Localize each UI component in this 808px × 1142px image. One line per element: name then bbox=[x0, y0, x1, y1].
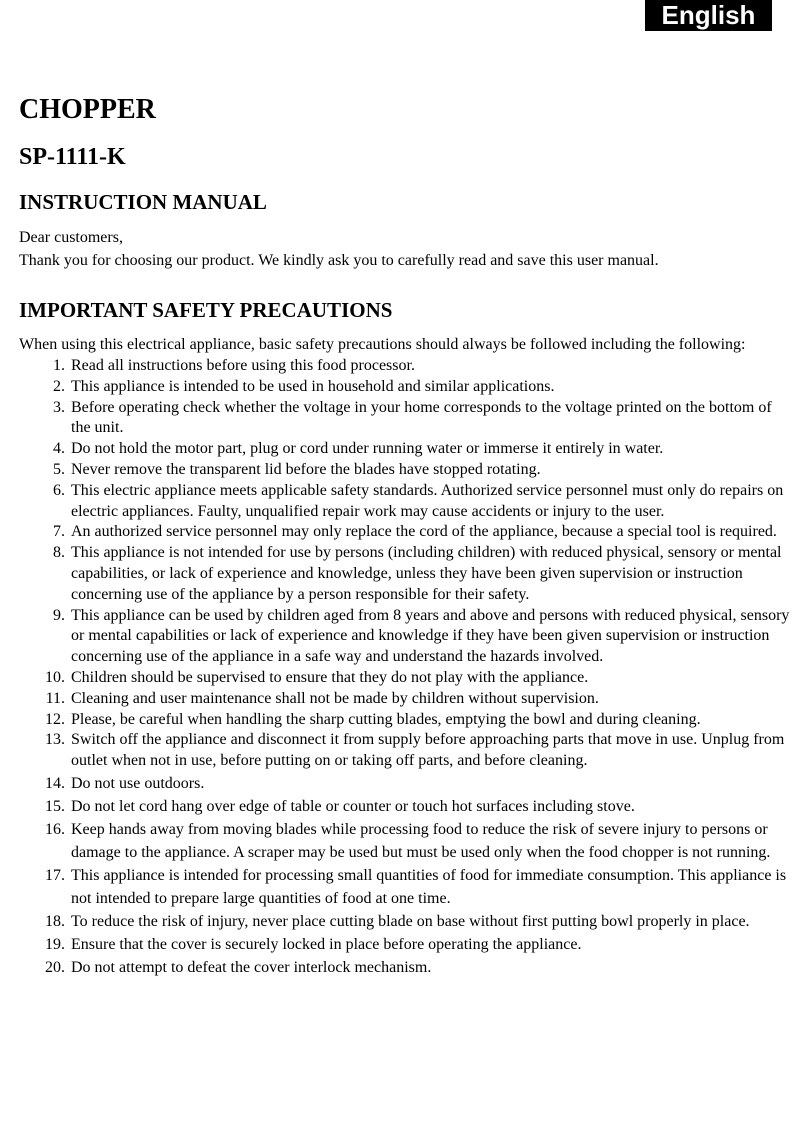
list-item bbox=[19, 668, 791, 689]
item-text: Cleaning and user maintenance shall not be made by children without supervision. bbox=[71, 689, 599, 707]
list-item bbox=[19, 710, 791, 731]
item-text: To reduce the risk of injury, never place cutting blade on base without first putting bowl properly in place. bbox=[71, 912, 750, 930]
product-title: CHOPPER bbox=[19, 94, 156, 125]
list-item bbox=[19, 772, 791, 795]
item-text: Do not hold the motor part, plug or cord under running water or immerse it entirely in water. bbox=[71, 440, 664, 458]
list-item bbox=[19, 460, 791, 481]
thank-you-text: Thank you for choosing our product. We kindly ask you to carefully read and save this user manual. bbox=[19, 252, 659, 269]
item-number: 8. bbox=[53, 544, 65, 562]
item-number: 1. bbox=[53, 357, 65, 374]
item-text: Keep hands away from moving blades while processing food to reduce the risk of severe injury to persons or damage to the appliance. A scraper may be used but must be used only when the food chopper is not running. bbox=[71, 820, 771, 861]
item-number: 15. bbox=[45, 797, 65, 815]
item-number: 14. bbox=[45, 774, 65, 792]
greeting-block bbox=[19, 226, 791, 272]
list-item bbox=[19, 481, 791, 523]
list-item bbox=[19, 795, 791, 818]
item-text: This electric appliance meets applicable safety standards. Authorized service personnel must only do repairs on electric appliances. Faulty, unqualified repair work may cause accidents or injury to the user. bbox=[71, 481, 784, 520]
list-item bbox=[19, 543, 791, 605]
item-number: 3. bbox=[53, 398, 65, 416]
list-item bbox=[19, 377, 791, 398]
item-number: 9. bbox=[53, 606, 65, 624]
list-item bbox=[19, 933, 791, 956]
safety-list bbox=[19, 356, 791, 979]
list-item bbox=[19, 439, 791, 460]
item-text: An authorized service personnel may only replace the cord of the appliance, because a special tool is required. bbox=[71, 523, 777, 541]
item-number: 18. bbox=[45, 912, 65, 930]
list-item bbox=[19, 910, 791, 933]
manual-page bbox=[19, 92, 791, 979]
list-item bbox=[19, 398, 791, 440]
list-item bbox=[19, 356, 791, 377]
list-item bbox=[19, 606, 791, 668]
item-number: 10. bbox=[45, 668, 65, 686]
item-text: Before operating check whether the voltage in your home corresponds to the voltage printed on the bottom of the unit. bbox=[71, 398, 772, 437]
item-number: 19. bbox=[45, 935, 65, 953]
item-text: Never remove the transparent lid before the blades have stopped rotating. bbox=[71, 460, 541, 478]
item-number: 13. bbox=[45, 731, 65, 749]
list-item bbox=[19, 730, 791, 772]
item-number: 12. bbox=[45, 710, 65, 728]
item-number: 11. bbox=[45, 689, 65, 707]
item-number: 6. bbox=[53, 481, 65, 499]
item-text: Read all instructions before using this food processor. bbox=[71, 357, 415, 374]
item-text: Switch off the appliance and disconnect it from supply before approaching parts that move in use. Unplug from outlet when not in use, before putting on or taking off parts, and before cleaning. bbox=[71, 731, 785, 770]
item-number: 16. bbox=[45, 820, 65, 838]
item-text: Ensure that the cover is securely locked in place before operating the appliance. bbox=[71, 935, 582, 953]
item-number: 4. bbox=[53, 440, 65, 458]
item-text: Do not use outdoors. bbox=[71, 774, 205, 792]
item-text: This appliance is intended for processing small quantities of food for immediate consumption. This appliance is not intended to prepare large quantities of food at one time. bbox=[71, 866, 787, 907]
item-text: Do not let cord hang over edge of table or counter or touch hot surfaces including stove. bbox=[71, 797, 635, 815]
safety-heading: IMPORTANT SAFETY PRECAUTIONS bbox=[19, 298, 393, 322]
document-type-heading: INSTRUCTION MANUAL bbox=[19, 190, 267, 214]
list-item bbox=[19, 864, 791, 910]
item-number: 20. bbox=[45, 958, 65, 976]
item-text: This appliance is not intended for use by persons (including children) with reduced physical, sensory or mental capabilities, or lack of experience and knowledge, unless they have been given supervision or instruction concerning use of the appliance by a person responsible for their safety. bbox=[71, 544, 782, 603]
model-number: SP-1111-K bbox=[19, 144, 126, 170]
item-number: 17. bbox=[45, 866, 65, 884]
item-text: This appliance is intended to be used in household and similar applications. bbox=[71, 377, 555, 395]
item-number: 5. bbox=[53, 460, 65, 478]
list-item bbox=[19, 818, 791, 864]
list-item bbox=[19, 689, 791, 710]
item-number: 2. bbox=[53, 377, 65, 395]
list-item bbox=[19, 956, 791, 979]
item-number: 7. bbox=[53, 523, 65, 541]
item-text: Please, be careful when handling the sharp cutting blades, emptying the bowl and during cleaning. bbox=[71, 710, 701, 728]
safety-intro: When using this electrical appliance, basic safety precautions should always be followed including the following: bbox=[19, 336, 746, 353]
item-text: Do not attempt to defeat the cover interlock mechanism. bbox=[71, 958, 432, 976]
language-badge: English bbox=[645, 0, 772, 31]
item-text: This appliance can be used by children aged from 8 years and above and persons with reduced physical, sensory or mental capabilities or lack of experience and knowledge if they have been given supervision or instruction concerning use of the appliance in a safe way and understand the hazards involved. bbox=[71, 606, 790, 666]
item-text: Children should be supervised to ensure that they do not play with the appliance. bbox=[71, 668, 589, 686]
salutation: Dear customers, bbox=[19, 229, 123, 246]
list-item bbox=[19, 522, 791, 543]
